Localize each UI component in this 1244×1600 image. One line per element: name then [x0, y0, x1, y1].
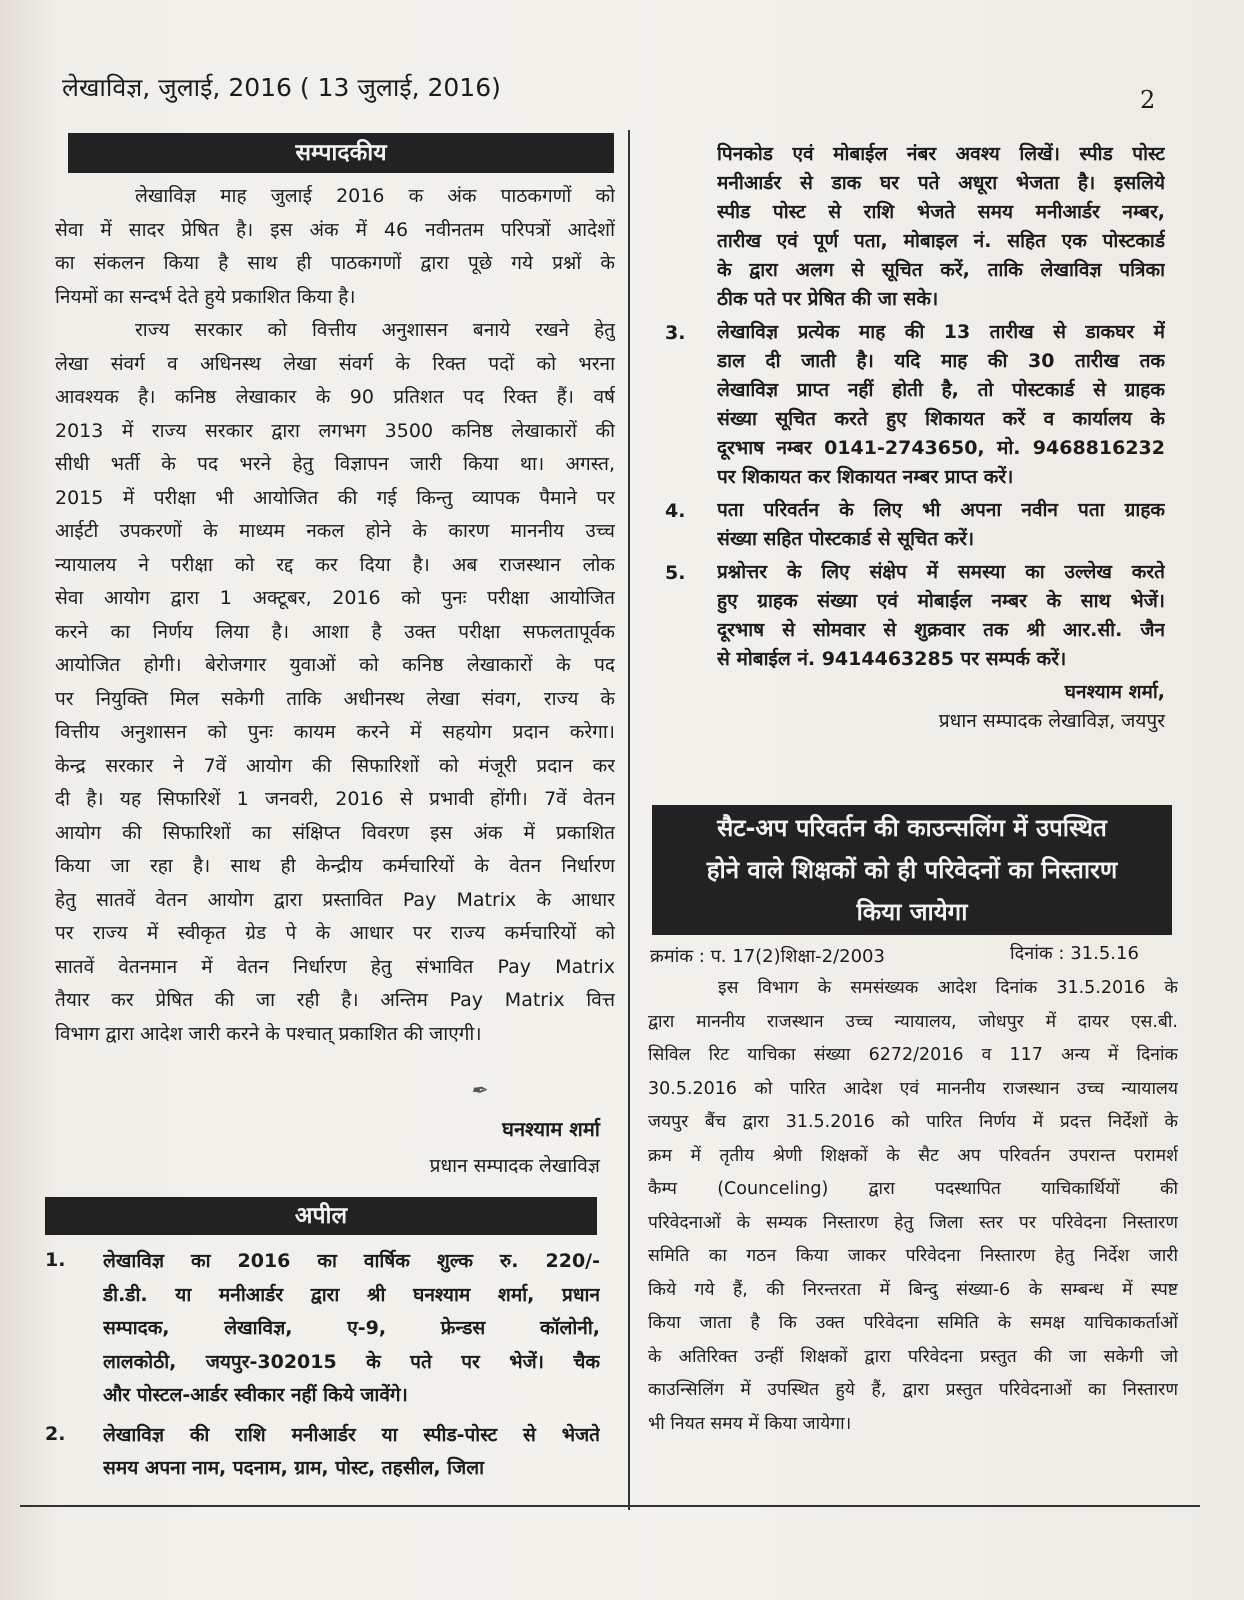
- headline-line: सैट-अप परिवर्तन की काउन्सलिंग में उपस्थित: [717, 814, 1107, 842]
- appeal-heading: अपील: [45, 1197, 597, 1235]
- text-line: लालकोठी, जयपुर-302015 के पते पर भेजें। चैक: [103, 1350, 600, 1373]
- text-line: केन्द्र सरकार ने 7वें आयोग की सिफारिशों को मंजूरी प्रदान कर: [55, 754, 615, 777]
- text-line: से मोबाईल नं. 9414463285 पर सम्पर्क करें।: [717, 648, 1067, 670]
- text-line: पर शिकायत कर शिकायत नम्बर प्राप्त करें।: [717, 466, 1014, 488]
- text-line: आयोजित होगी। बेरोजगार युवाओं को कनिष्ठ लेखाकारों के पद: [55, 654, 615, 676]
- text-line: सेवा आयोग द्वारा 1 अक्टूबर, 2016 को पुनः परीक्षा आयोजित: [55, 587, 615, 609]
- appeal-item: [45, 1419, 600, 1486]
- order-reference: क्रमांक : प. 17(2)शिक्षा-2/2003: [650, 946, 885, 967]
- item-number: 4.: [665, 500, 686, 522]
- text-line: किया जाता है कि उक्त परिवेदना समिति के समक्ष याचिकाकर्ताओं: [648, 1313, 1178, 1333]
- text-line: लेखाविज्ञ प्राप्त नहीं होती है, तो पोस्टकार्ड से ग्राहक: [717, 379, 1165, 401]
- editorial-signature-title: प्रधान सम्पादक लेखाविज्ञ: [429, 1155, 600, 1177]
- editorial-signature-name: घनश्याम शर्मा: [502, 1117, 600, 1141]
- text-line: पर राज्य में स्वीकृत ग्रेड पे के आधार पर राज्य कर्मचारियों को: [55, 922, 615, 944]
- text-line: आईटी उपकरणों के माध्यम नकल होने के कारण माननीय उच्च: [55, 520, 615, 542]
- issue-date: ( 13 जुलाई, 2016): [299, 73, 501, 102]
- text-line: 2013 में राज्य सरकार द्वारा लगभग 3500 कनिष्ठ लेखाकारों की: [55, 419, 615, 442]
- text-line: लेखाविज्ञ की राशि मनीआर्डर या स्पीड-पोस्ट से भेजते: [103, 1423, 600, 1446]
- text-line: किये गये हैं, की निरन्तरता में बिन्दु संख्या-6 के सम्बन्ध में स्पष्ट: [648, 1279, 1178, 1300]
- text-line: दूरभाष नम्बर 0141-2743650, मो. 9468816232: [717, 437, 1165, 459]
- order-date: दिनांक : 31.5.16: [1010, 943, 1139, 964]
- item-number: 2.: [45, 1422, 66, 1445]
- text-line: परिवेदनाओं के सम्यक निस्तारण हेतु जिला स्तर पर परिवेदना निस्तारण: [648, 1212, 1178, 1233]
- text-line: विभाग द्वारा आदेश जारी करने के पश्चात् प्रकाशित की जाएगी।: [55, 1022, 482, 1045]
- text-line: नियमों का सन्दर्भ देते हुये प्रकाशित किया है।: [55, 285, 356, 308]
- text-line: वित्तीय अनुशासन को पुनः कायम करने में सहयोग प्रदान करेगा।: [55, 721, 615, 743]
- appeal-signature-name: घनश्याम शर्मा,: [1064, 681, 1165, 703]
- appeal-signature-title: प्रधान सम्पादक लेखाविज्ञ, जयपुर: [938, 710, 1165, 732]
- appeal-item-2-continued: [665, 140, 1165, 314]
- editorial-heading: सम्पादकीय: [68, 133, 614, 173]
- text-line: और पोस्टल-आर्डर स्वीकार नहीं किये जावेंगे।: [103, 1384, 408, 1406]
- text-line: 2015 में परीक्षा भी आयोजित की गई किन्तु व्यापक पैमाने पर: [55, 486, 615, 509]
- appeal-continued: [665, 140, 1165, 736]
- signature-scribble: ✒: [470, 1078, 487, 1102]
- text-line: हेतु सातवें वेतन आयोग द्वारा प्रस्तावित Pay Matrix के आधार: [55, 888, 615, 911]
- text-line: समय अपना नाम, पदनाम, ग्राम, पोस्ट, तहसील, जिला: [103, 1457, 484, 1479]
- appeal-list: [45, 1245, 600, 1492]
- text-line: लेखाविज्ञ माह जुलाई 2016 क अंक पाठकगणों को: [135, 185, 615, 207]
- text-line: 30.5.2016 को पारित आदेश एवं माननीय राजस्थान उच्च न्यायालय: [648, 1078, 1178, 1099]
- text-line: दी है। यह सिफारिशें 1 जनवरी, 2016 से प्रभावी होंगी। 7वें वेतन: [55, 788, 615, 810]
- text-line: क्रम में तृतीय श्रेणी शिक्षकों के सैट अप परिवर्तन उपरान्त परामर्श: [648, 1145, 1178, 1166]
- text-line: का संकलन किया है साथ ही पाठकगणों द्वारा पूछे गये प्रश्नों के: [55, 252, 615, 274]
- text-line: तैयार कर प्रेषित की जा रही है। अन्तिम Pay Matrix वित्त: [55, 989, 615, 1011]
- publication-title: लेखाविज्ञ, जुलाई, 2016: [62, 73, 292, 102]
- appeal-item: [665, 318, 1165, 492]
- text-line: जयपुर बैंच द्वारा 31.5.2016 को पारित निर्णय में प्रदत्त निर्देशों के: [648, 1112, 1178, 1132]
- text-line: तारीख एवं पूर्ण पता, मोबाइल नं. सहित एक पोस्टकार्ड: [717, 230, 1165, 252]
- item-number: 5.: [665, 562, 686, 584]
- text-line: के अतिरिक्त उन्हीं शिक्षकों द्वारा परिवेदना प्रस्तुत की जा सकेगी जो: [648, 1346, 1178, 1367]
- text-line: लेखाविज्ञ का 2016 का वार्षिक शुल्क रु. 220/-: [103, 1250, 600, 1272]
- text-line: किया जा रहा है। साथ ही केन्द्रीय कर्मचारियों के वेतन निर्धारण: [55, 855, 615, 877]
- text-line: राज्य सरकार को वित्तीय अनुशासन बनाये रखने हेतु: [135, 319, 615, 341]
- text-line: दूरभाष से सोमवार से शुक्रवार तक श्री आर.सी. जैन: [717, 619, 1165, 641]
- text-line: हुए ग्राहक संख्या एवं मोबाईल नम्बर के साथ भेजें।: [717, 590, 1165, 612]
- text-line: सातवें वेतनमान में वेतन निर्धारण हेतु संभावित Pay Matrix: [55, 955, 615, 978]
- text-line: आवश्यक है। कनिष्ठ लेखाकार के 90 प्रतिशत पद रिक्त हैं। वर्ष: [55, 386, 615, 408]
- text-line: पर नियुक्ति मिल सकेगी ताकि अधीनस्थ लेखा संवग, राज्य के: [55, 687, 615, 710]
- headline-line: किया जायेगा: [856, 898, 968, 926]
- text-line: मनीआर्डर से डाक घर पते अधूरा भेजता है। इसलिये: [717, 172, 1165, 194]
- text-line: संख्या सूचित करते हुए शिकायत करें व कार्यालय के: [717, 408, 1165, 430]
- text-line: सीधी भर्ती के पद भरने हेतु विज्ञापन जारी किया था। अगस्त,: [55, 453, 615, 475]
- text-line: प्रश्नोत्तर के लिए संक्षेप में समस्या का उल्लेख करते: [717, 561, 1165, 583]
- text-line: सिविल रिट याचिका संख्या 6272/2016 व 117 अन्य में दिनांक: [648, 1045, 1178, 1065]
- text-line: के द्वारा अलग से सूचित करें, ताकि लेखाविज्ञ पत्रिका: [717, 259, 1165, 281]
- text-line: न्यायालय ने परीक्षा को रद्द कर दिया है। अब राजस्थान लोक: [55, 553, 615, 576]
- editorial-body: [55, 180, 615, 1051]
- text-line: डी.डी. या मनीआर्डर द्वारा श्री घनश्याम शर्मा, प्रधान: [103, 1283, 600, 1306]
- order-headline: [652, 805, 1172, 935]
- text-line: ठीक पते पर प्रेषित की जा सके।: [717, 288, 939, 310]
- headline-line: होने वाले शिक्षकों को ही परिवेदनों का निस्तारण: [706, 856, 1118, 884]
- text-line: डाल दी जाती है। यदि माह की 30 तारीख तक: [717, 350, 1165, 372]
- page-number: 2: [1140, 86, 1156, 114]
- appeal-item: [665, 558, 1165, 674]
- text-line: पता परिवर्तन के लिए भी अपना नवीन पता ग्राहक: [717, 499, 1165, 521]
- text-line: भी नियत समय में किया जायेगा।: [648, 1413, 852, 1434]
- text-line: पिनकोड एवं मोबाईल नंबर अवश्य लिखें। स्पीड पोस्ट: [717, 143, 1165, 165]
- appeal-more-items: [665, 318, 1165, 674]
- text-line: स्पीड पोस्ट से राशि भेजते समय मनीआर्डर नम्बर,: [717, 201, 1165, 223]
- text-line: आयोग की सिफारिशों का संक्षिप्त विवरण इस अंक में प्रकाशित: [55, 821, 615, 844]
- item-number: 1.: [45, 1249, 66, 1271]
- page-header: [62, 70, 501, 104]
- text-line: संख्या सहित पोस्टकार्ड से सूचित करें।: [717, 528, 975, 550]
- item-number: 3.: [665, 322, 686, 344]
- text-line: द्वारा माननीय राजस्थान उच्च न्यायालय, जोधपुर में दायर एस.बी.: [648, 1011, 1178, 1032]
- column-divider: [628, 130, 630, 1510]
- text-line: इस विभाग के समसंख्यक आदेश दिनांक 31.5.2016 के: [718, 978, 1178, 998]
- appeal-item: [665, 496, 1165, 554]
- text-line: सेवा में सादर प्रेषित है। इस अंक में 46 नवीनतम परिपत्रों आदेशों: [55, 218, 615, 241]
- order-body: [648, 972, 1178, 1441]
- text-line: सम्पादक, लेखाविज्ञ, ए-9, फ्रेन्डस कॉलोनी,: [103, 1317, 600, 1339]
- text-line: लेखा संवर्ग व अधिनस्थ लेखा संवर्ग के रिक्त पदों को भरना: [55, 352, 615, 375]
- text-line: कैम्प (Counceling) द्वारा पदस्थापित याचिकार्थियों की: [648, 1179, 1178, 1199]
- text-line: करने का निर्णय लिया है। आशा है उक्त परीक्षा सफलतापूर्वक: [55, 620, 615, 643]
- text-line: समिति का गठन किया जाकर परिवेदना निस्तारण हेतु निर्देश जारी: [648, 1246, 1178, 1266]
- bottom-rule: [20, 1505, 1200, 1507]
- text-line: लेखाविज्ञ प्रत्येक माह की 13 तारीख से डाकघर में: [717, 321, 1165, 343]
- appeal-item: [45, 1245, 600, 1413]
- text-line: काउन्सिलिंग में उपस्थित हुये हैं, द्वारा प्रस्तुत परिवेदनाओं का निस्तारण: [648, 1380, 1178, 1400]
